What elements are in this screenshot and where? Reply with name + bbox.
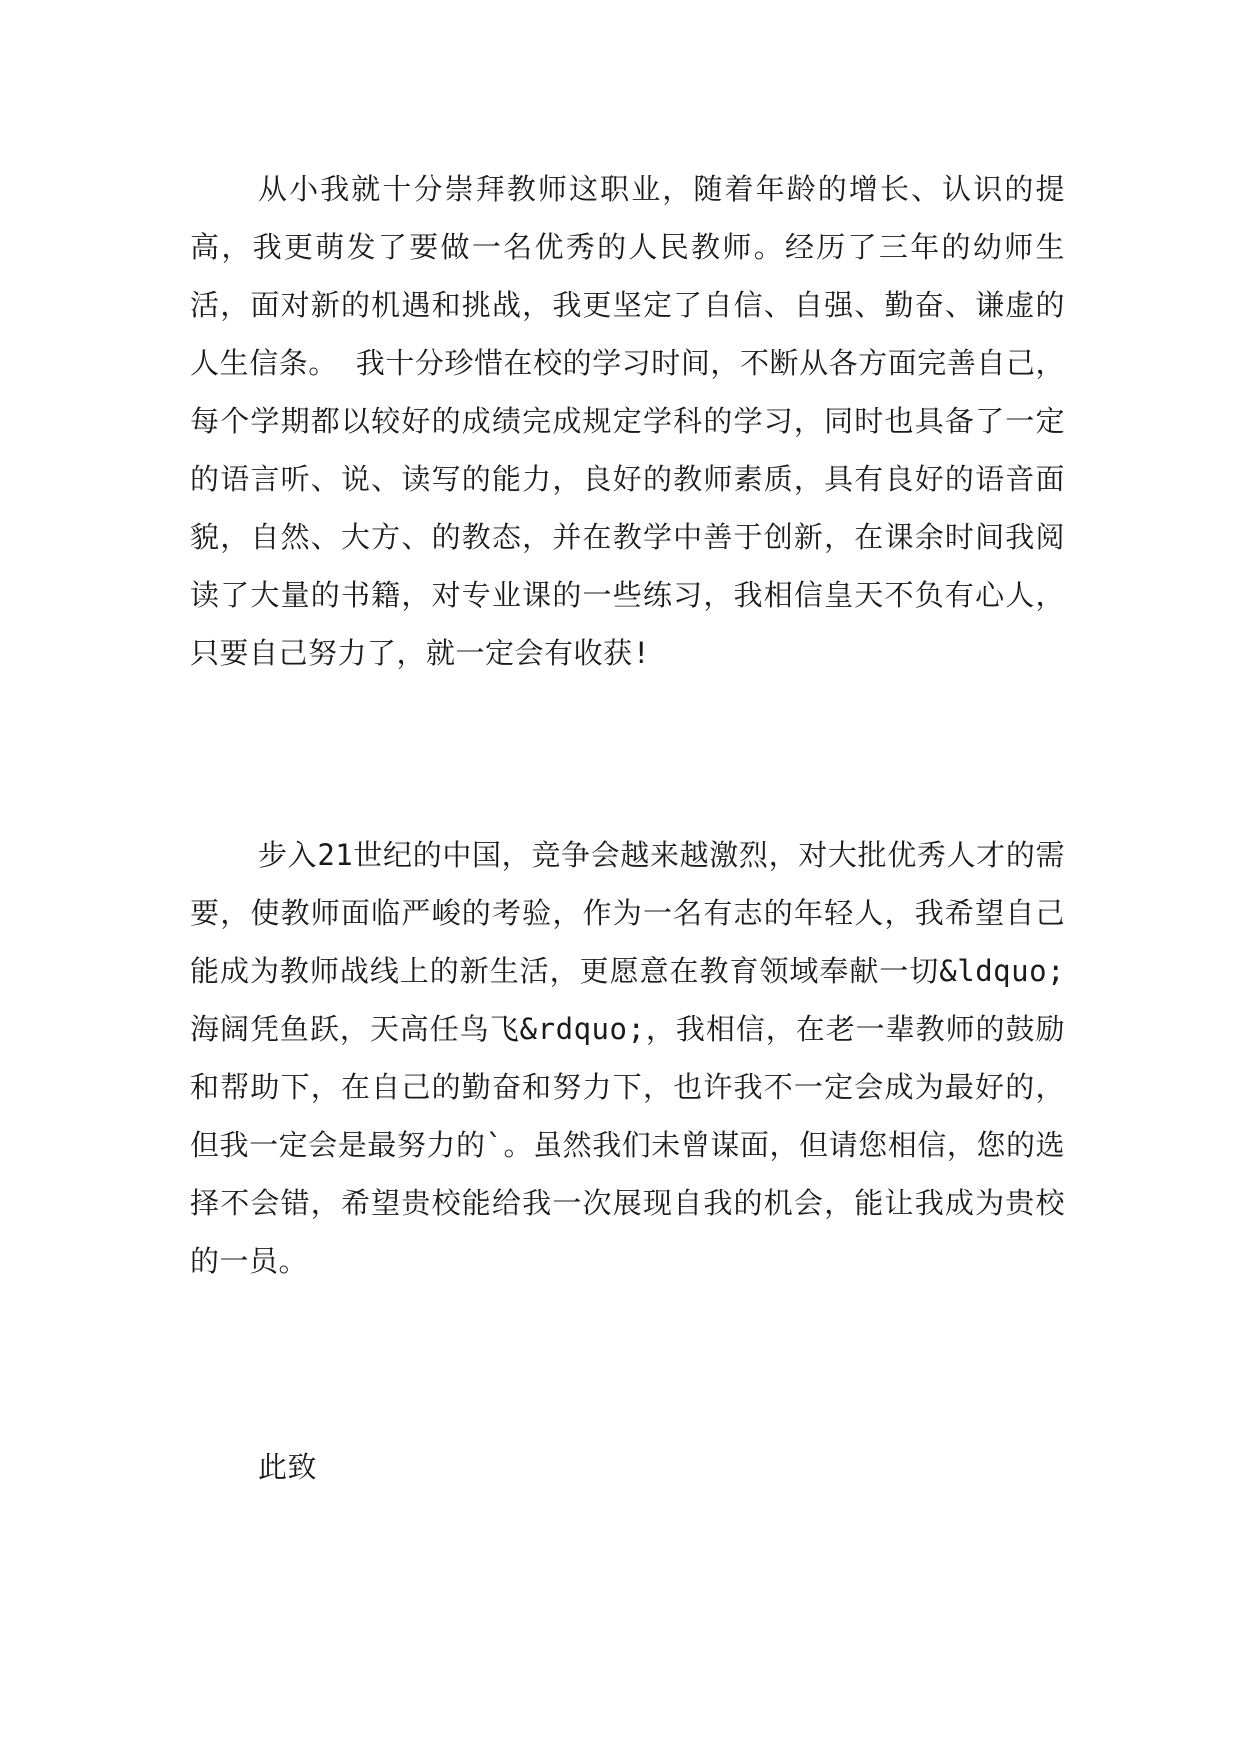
paragraph-1: 从小我就十分崇拜教师这职业，随着年龄的增长、认识的提高，我更萌发了要做一名优秀的人民教师。经历了三年的幼师生活，面对新的机遇和挑战，我更坚定了自信、自强、勤奋、谦虚的人生信条。 我十分珍惜在校的学习时间，不断从各方面完善自己，每个学期都以较好的成绩完成规定学科的学习，同时也具备了一定的语言听、说、读写的能力，良好的教师素质，具有良好的语音面貌，自然、大方、的教态，并在教学中善于创新，在课余时间我阅读了大量的书籍，对专业课的一些练习，我相信皇天不负有心人，只要自己努力了，就一定会有收获!	[190, 172, 1065, 670]
paragraph-2: 步入21世纪的中国，竞争会越来越激烈，对大批优秀人才的需要，使教师面临严峻的考验，作为一名有志的年轻人，我希望自己能成为教师战线上的新生活，更愿意在教育领域奉献一切&ldquo;海阔凭鱼跃，天高任鸟飞&rdquo;，我相信，在老一辈教师的鼓励和帮助下，在自己的勤奋和努力下，也许我不一定会成为最好的，但我一定会是最努力的`。虽然我们未曾谋面，但请您相信，您的选择不会错，希望贵校能给我一次展现自我的机会，能让我成为贵校的一员。	[190, 838, 1065, 1278]
closing-salutation: 此致	[258, 1450, 318, 1484]
